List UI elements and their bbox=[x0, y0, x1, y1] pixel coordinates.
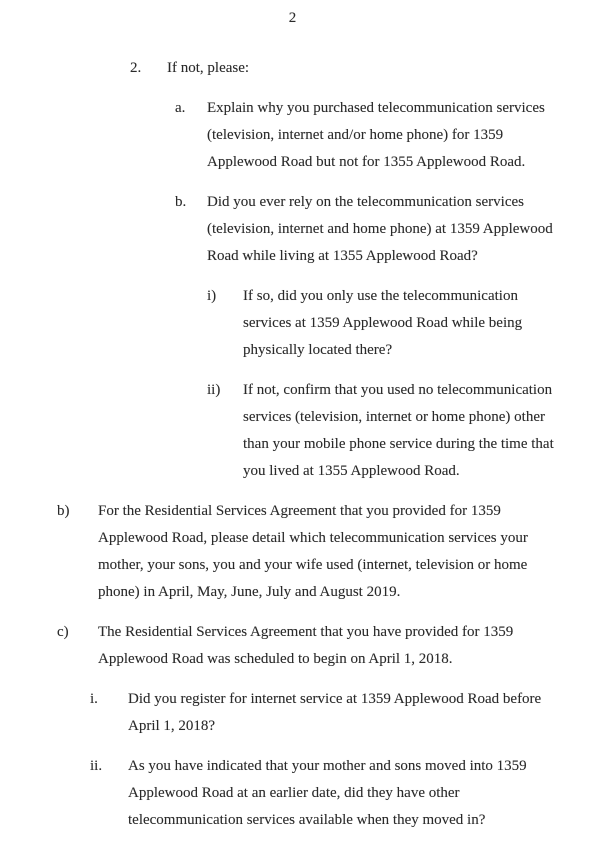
list-item-i-paren bbox=[0, 283, 615, 364]
text-line: mother, your sons, you and your wife used (internet, television or home bbox=[98, 557, 528, 573]
list-marker-c-outer: c) bbox=[57, 624, 69, 640]
list-item-ii-paren bbox=[0, 377, 615, 485]
text-line: Applewood Road but not for 1355 Applewood Road. bbox=[207, 154, 526, 170]
text-line: you lived at 1355 Applewood Road. bbox=[243, 463, 460, 479]
list-item-b-outer bbox=[0, 498, 615, 606]
text-line: April 1, 2018? bbox=[128, 718, 216, 734]
text-line: Did you ever rely on the telecommunication services bbox=[207, 194, 524, 210]
list-text bbox=[98, 619, 513, 673]
text-line: services (television, internet or home phone) other bbox=[243, 409, 545, 425]
text-line: Applewood Road, please detail which telecommunication services your bbox=[98, 530, 528, 546]
list-item-roman-ii bbox=[0, 753, 615, 834]
list-marker-i-paren: i) bbox=[207, 288, 217, 304]
list-text bbox=[128, 686, 541, 740]
text-line: services at 1359 Applewood Road while being bbox=[243, 315, 523, 331]
text-line: If so, did you only use the telecommunication bbox=[243, 288, 518, 304]
list-marker-roman-i: i. bbox=[90, 691, 98, 707]
text-line: (television, internet and home phone) at 1359 Applewood bbox=[207, 221, 553, 237]
text-line: Did you register for internet service at 1359 Applewood Road before bbox=[128, 691, 542, 707]
list-marker-a: a. bbox=[175, 100, 186, 116]
list-item-c-outer bbox=[0, 619, 615, 673]
list-text bbox=[167, 55, 249, 82]
list-item-a bbox=[0, 95, 615, 176]
text-line: phone) in April, May, June, July and August 2019. bbox=[98, 584, 401, 600]
text-line: physically located there? bbox=[243, 342, 393, 358]
text-line: Applewood Road at an earlier date, did they have other bbox=[128, 785, 460, 801]
list-marker-b: b. bbox=[175, 194, 187, 210]
list-text bbox=[243, 283, 522, 364]
list-marker-ii-paren: ii) bbox=[207, 382, 221, 398]
list-marker-b-outer: b) bbox=[57, 503, 70, 519]
list-text bbox=[128, 753, 527, 834]
list-item-2 bbox=[0, 55, 615, 82]
list-item-b bbox=[0, 189, 615, 270]
text-line: (television, internet and/or home phone) for 1359 bbox=[207, 127, 504, 143]
list-item-roman-i bbox=[0, 686, 615, 740]
text-line: Road while living at 1355 Applewood Road? bbox=[207, 248, 478, 264]
list-text bbox=[243, 377, 554, 485]
list-marker-2: 2. bbox=[130, 60, 142, 76]
list-text bbox=[98, 498, 528, 606]
text-line: Explain why you purchased telecommunication services bbox=[207, 100, 545, 116]
text-line: The Residential Services Agreement that you have provided for 1359 bbox=[98, 624, 514, 640]
page-number: 2 bbox=[288, 10, 297, 26]
text-line: Applewood Road was scheduled to begin on April 1, 2018. bbox=[98, 651, 453, 667]
text-line: For the Residential Services Agreement that you provided for 1359 bbox=[98, 503, 501, 519]
text-line: As you have indicated that your mother and sons moved into 1359 bbox=[128, 758, 527, 774]
list-text bbox=[207, 95, 545, 176]
text-line: If not, please: bbox=[167, 60, 250, 76]
list-text bbox=[207, 189, 553, 270]
text-line: than your mobile phone service during the time that bbox=[243, 436, 554, 452]
text-line: telecommunication services available when they moved in? bbox=[128, 812, 486, 828]
text-line: If not, confirm that you used no telecommunication bbox=[243, 382, 553, 398]
list-marker-roman-ii: ii. bbox=[90, 758, 103, 774]
